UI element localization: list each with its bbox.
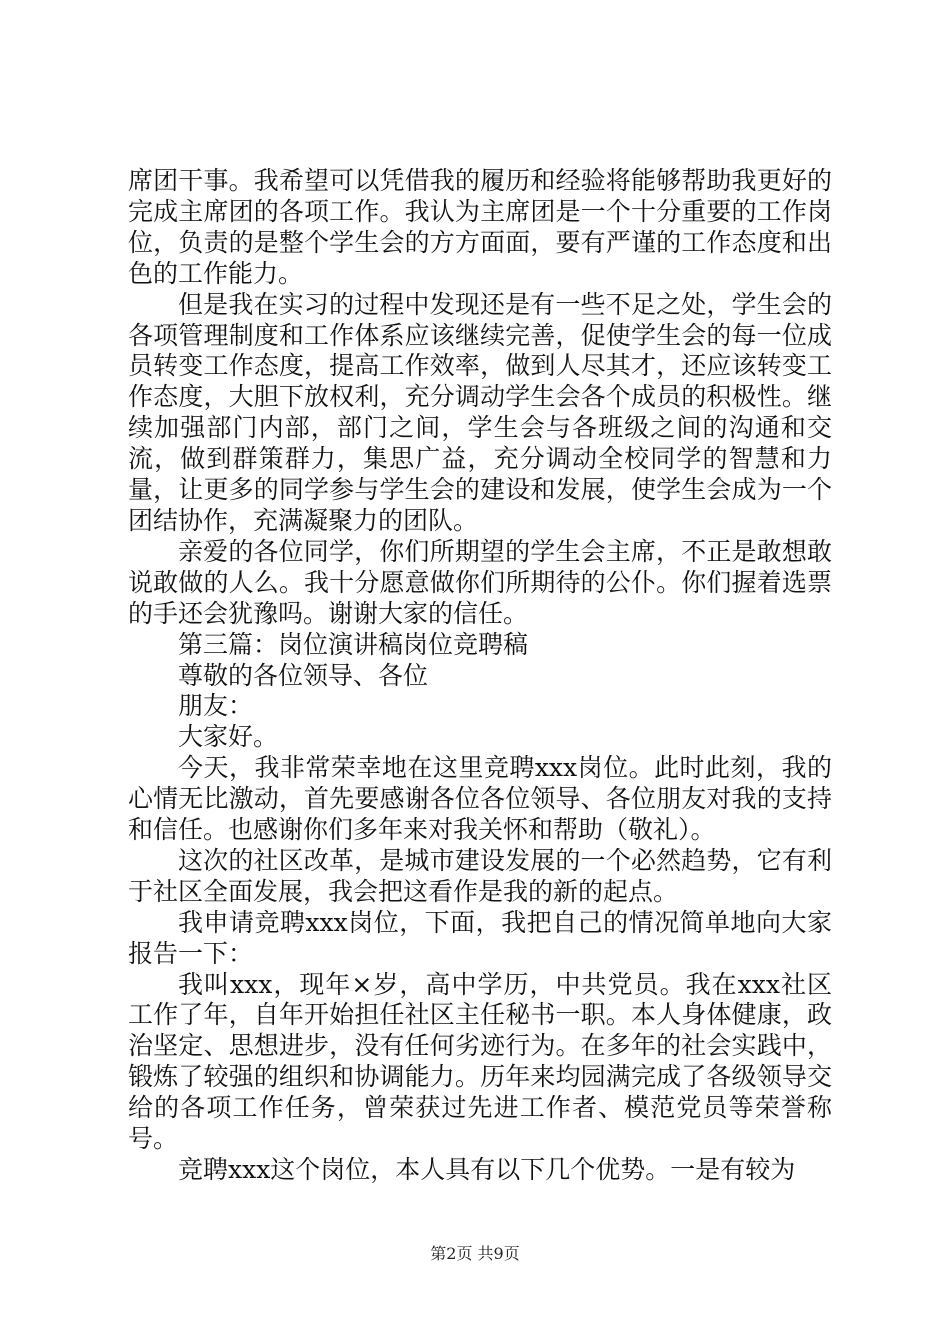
paragraph-8: 竞聘xxx这个岗位，本人具有以下几个优势。一是有较为 <box>178 1155 796 1184</box>
page-number-label: 第2页 共9页 <box>430 1244 520 1263</box>
page-footer <box>0 1244 950 1264</box>
paragraph-3: 亲爱的各位同学，你们所期望的学生会主席，不正是敢想敢说敢做的人么。我十分愿意做你们所期待的公仆。你们握着选票的手还会犹豫吗。谢谢大家的信任。 <box>128 536 832 628</box>
paragraph-1: 席团干事。我希望可以凭借我的履历和经验将能够帮助我更好的完成主席团的各项工作。我认为主席团是一个十分重要的工作岗位，负责的是整个学生会的方方面面，要有严谨的工作态度和出色的工作能力。 <box>128 166 832 288</box>
paragraph-5: 这次的社区改革，是城市建设发展的一个必然趋势，它有利于社区全面发展，我会把这看作是我的新的起点。 <box>128 845 832 906</box>
paragraph-6: 我申请竞聘xxx岗位，下面，我把自己的情况简单地向大家报告一下： <box>128 907 832 968</box>
paragraph-2: 但是我在实习的过程中发现还是有一些不足之处，学生会的各项管理制度和工作体系应该继续完善，促使学生会的每一位成员转变工作态度，提高工作效率，做到人尽其才，还应该转变工作态度，大胆下放权利，充分调动学生会各个成员的积极性。继续加强部门内部，部门之间，学生会与各班级之间的沟通和交流，做到群策群力，集思广益，充分调动全校同学的智慧和力量，让更多的同学参与学生会的建设和发展，使学生会成为一个团结协作，充满凝聚力的团队。 <box>128 289 832 535</box>
greeting: 大家好。 <box>178 722 279 752</box>
paragraph-4: 今天，我非常荣幸地在这里竞聘xxx岗位。此时此刻，我的心情无比激动，首先要感谢各位各位领导、各位朋友对我的支持和信任。也感谢你们多年来对我关怀和帮助（敬礼）。 <box>128 753 832 845</box>
salutation-line-1: 尊敬的各位领导、各位 <box>178 660 429 690</box>
document-body <box>128 166 832 1186</box>
paragraph-7: 我叫xxx，现年×岁，高中学历，中共党员。我在xxx社区工作了年，自年开始担任社区主任秘书一职。本人身体健康，政治坚定、思想进步，没有任何劣迹行为。在多年的社会实践中，锻炼了较强的组织和协调能力。历年来均园满完成了各级领导交给的各项工作任务，曾荣获过先进工作者、模范党员等荣誉称号。 <box>128 969 832 1154</box>
salutation-line-2: 朋友： <box>178 691 254 721</box>
section-heading: 第三篇：岗位演讲稿岗位竞聘稿 <box>178 629 529 659</box>
